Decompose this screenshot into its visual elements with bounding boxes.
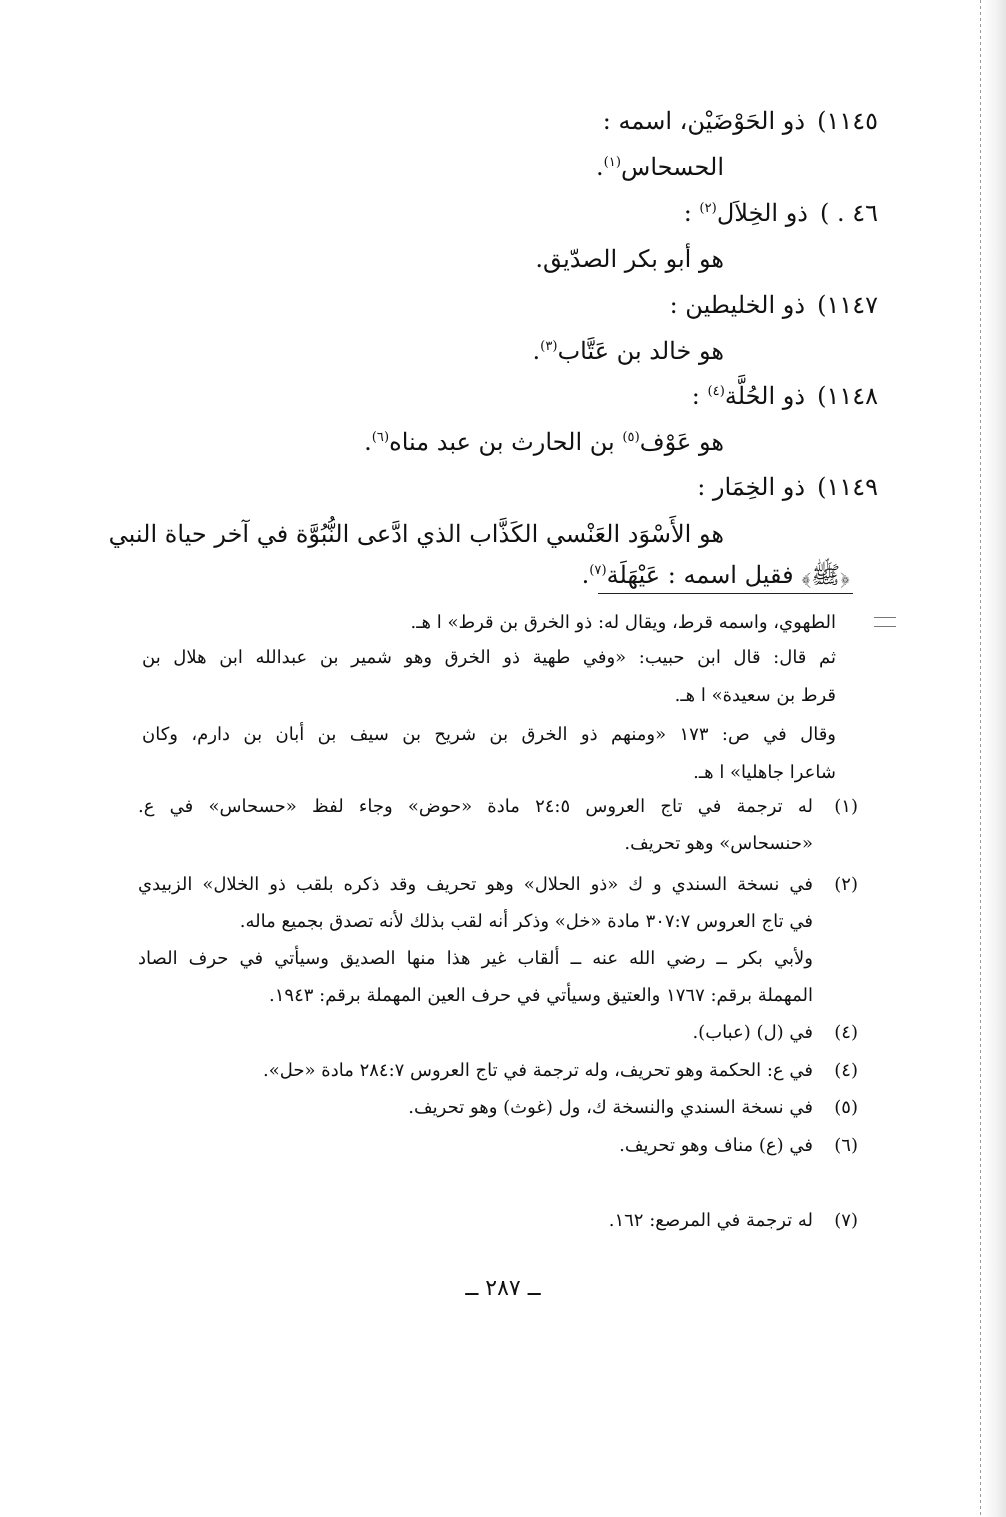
- entry-number: ١١٤٥): [817, 107, 878, 135]
- footnote-number: (٧): [834, 1210, 858, 1231]
- entry-1149-body-line-2: ﴿ﷺ﴾ فقيل اسمه : عَيْهَلَة$^{(٧)}$.: [581, 561, 850, 589]
- entry-body: هو عَوْف: [639, 428, 724, 456]
- carryover-note-line: ثم قال: قال ابن حبيب: «وفي طهية ذو الخرق وهو شمير بن عبدالله ابن هلال بن: [142, 647, 836, 668]
- carryover-note-line: وقال في ص: ١٧٣ «ومنهم ذو الخرق بن شريح بن سيف بن أبان بن دارم، وكان: [142, 724, 836, 745]
- entry-title: ذو الحَوْضَيْن، اسمه :: [602, 107, 806, 135]
- footnote-ref: (٢): [699, 201, 717, 216]
- footnote-number: (٢): [834, 874, 858, 895]
- entry-body: هو أبو بكر الصدّيق.: [535, 245, 724, 273]
- footnote-text-line: له ترجمة في المرصع: ١٦٢.: [608, 1210, 813, 1231]
- footnote-number: (٥): [834, 1097, 858, 1118]
- footnote-6: [138, 1135, 858, 1165]
- entry-1149-body-line-1: [108, 520, 724, 549]
- entry-1145-body: الحسحاس$^{(١)}$.: [595, 153, 724, 181]
- footnote-number: (٤): [834, 1060, 858, 1081]
- footnote-text-line: ولأبي بكر ــ رضي الله عنه ــ ألقاب غير هذا منها الصديق وسيأتي في حرف الصاد: [138, 948, 813, 969]
- footnote-number: (١): [834, 796, 858, 817]
- entry-title: ذو الحُلَّة: [724, 382, 806, 410]
- entry-title: ذو الخليطين :: [669, 291, 806, 319]
- entry-number: ١١٤٧): [817, 291, 878, 319]
- entry-title: ذو الخِلاَل: [716, 199, 808, 227]
- carryover-note-line: قرط بن سعيدة» ا هـ.: [674, 685, 836, 706]
- footnote-text-line: في (ل) (عباب).: [692, 1022, 813, 1043]
- footnote-number: (٤): [834, 1022, 858, 1043]
- footnote-ref: (١): [603, 155, 622, 170]
- entry-body: الحسحاس: [621, 153, 724, 181]
- carryover-note-line: شاعرا جاهليا» ا هـ.: [693, 762, 836, 783]
- footnote-4b: [138, 1060, 858, 1090]
- footnote-ref: (٣): [540, 339, 558, 354]
- footnote-2: [138, 874, 858, 1024]
- carryover-note-line: الطهوي، واسمه قرط، ويقال له: ذو الخرق بن قرط» ا هـ.: [410, 612, 836, 633]
- entry-number: ١١٤٩): [817, 473, 878, 501]
- footnote-text-line: له ترجمة في تاج العروس ٢٤:٥ مادة «حوض» وجاء لفظ «حسحاس» في ع.: [138, 796, 813, 817]
- entry-body: هو خالد بن عَتَّاب: [557, 337, 724, 365]
- entry-1148-heading: ١١٤٨)ذو الحُلَّة$^{(٤)}$ :: [691, 382, 878, 410]
- footnote-number: (٦): [834, 1135, 858, 1156]
- footnote-7: [138, 1210, 858, 1240]
- page-number: ــ ٢٨٧ ــ: [465, 1276, 541, 1301]
- entry-number: ١١٤٨): [817, 382, 878, 410]
- footnote-ref: (٧): [589, 563, 607, 578]
- entry-1148-body: هو عَوْف$^{(٥)}$ بن الحارث بن عبد مناه$^{(٦)}$.: [364, 428, 724, 456]
- entry-number: ٤٦ . ): [819, 199, 878, 227]
- entry-1149-heading: [697, 473, 878, 502]
- entry-1147-body: هو خالد بن عَتَّاب$^{(٣)}$.: [532, 337, 724, 365]
- entry-1145-heading: [603, 107, 878, 136]
- page-edge-mark: [874, 617, 896, 627]
- footnote-ref: (٥): [622, 430, 640, 445]
- footnote-text-line: في نسخة السندي والنسخة ك، ول (غوث) وهو تحريف.: [408, 1097, 813, 1118]
- footnote-text-line: «حنسحاس» وهو تحريف.: [624, 833, 813, 854]
- entry-1146-body: [535, 245, 724, 274]
- footnote-text-line: المهملة برقم: ١٧٦٧ والعتيق وسيأتي في حرف العين المهملة برقم: ١٩٤٣.: [269, 985, 813, 1006]
- entry-body: هو الأَسْوَد العَنْسي الكَذَّاب الذي ادَّعى النُّبُوَّة في آخر حياة النبي: [108, 520, 724, 548]
- footnote-text-line: في ع: الحكمة وهو تحريف، وله ترجمة في تاج العروس ٢٨٤:٧ مادة «حل».: [263, 1060, 813, 1081]
- entry-body: ﴿ﷺ﴾ فقيل اسمه : عَيْهَلَة: [606, 561, 850, 589]
- footnote-5: [138, 1097, 858, 1127]
- footnote-text-line: في نسخة السندي و ك «ذو الحلال» وهو تحريف وقد ذكره بلقب ذو الخلال» الزبيدي: [138, 874, 813, 895]
- footnote-separator: [598, 593, 853, 594]
- entry-1147-heading: [670, 291, 878, 320]
- footnote-ref: (٦): [371, 430, 390, 445]
- entry-title: ذو الخِمَار :: [697, 473, 806, 501]
- footnote-ref: (٤): [707, 384, 725, 399]
- footnote-text-line: في تاج العروس ٣٠٧:٧ مادة «خل» وذكر أنه لقب بذلك لأنه تصدق بجميع ماله.: [239, 911, 813, 932]
- entry-1146-heading: ٤٦ . )ذو الخِلاَل$^{(٢)}$ :: [683, 199, 878, 227]
- footnote-text-line: في (ع) مناف وهو تحريف.: [619, 1135, 813, 1156]
- footnote-4a: [138, 1022, 858, 1052]
- footnote-1: [138, 796, 858, 866]
